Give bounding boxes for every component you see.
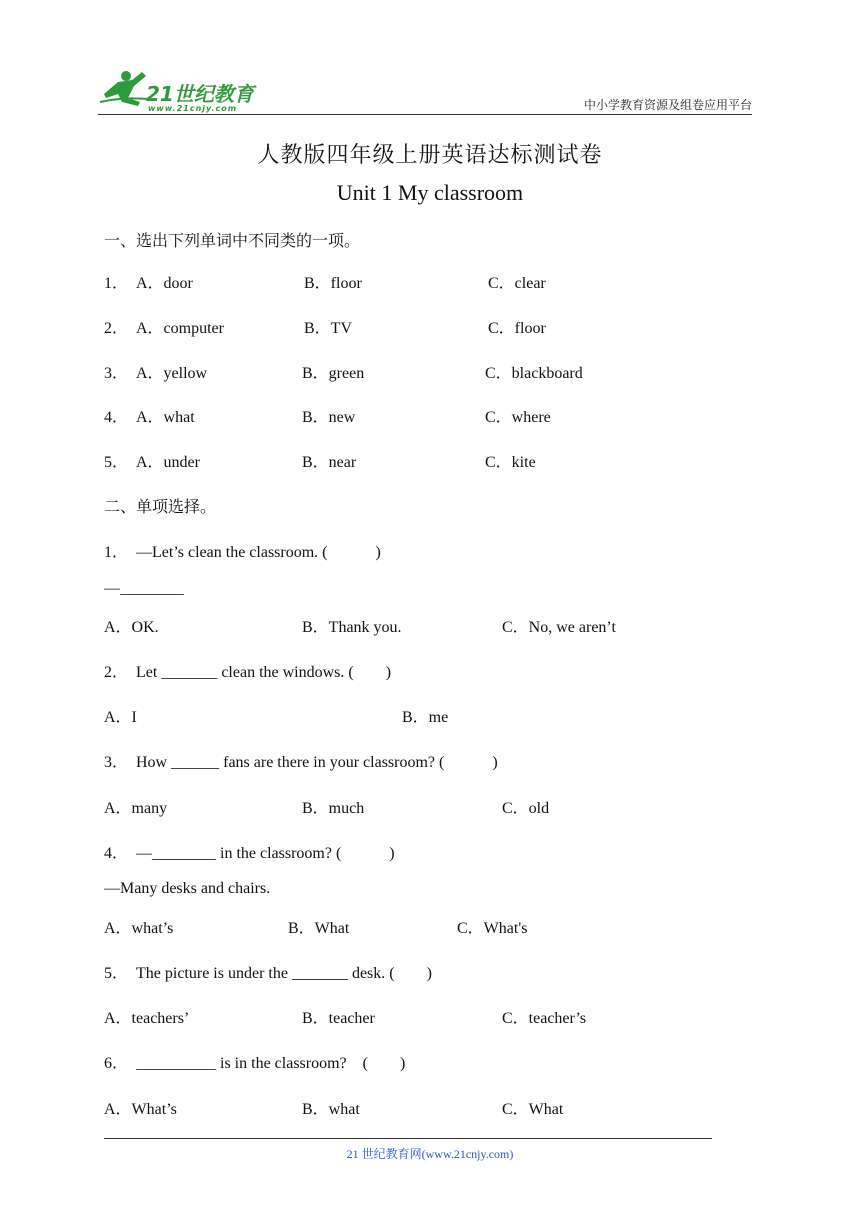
option-b: B．near [302,454,357,471]
option-c: C．clear [488,275,546,292]
option-b: B．much [302,800,365,817]
section2-heading: 二、单项选择。 [104,497,217,516]
page-subtitle: Unit 1 My classroom [336,180,524,205]
footer-divider [104,1138,712,1139]
item-number: 3． [104,365,129,382]
option-a: A．I [104,709,137,726]
question-number: 4． [104,845,129,862]
question-text: How ______ fans are there in your classroom? ( ) [136,754,498,771]
option-c: C．blackboard [485,365,583,382]
section1-heading: 一、选出下列单词中不同类的一项。 [104,231,361,250]
question-text: The picture is under the _______ desk. ( ) [136,965,432,982]
option-c: C．No, we aren’t [502,619,616,636]
question-number: 6． [104,1055,129,1072]
question-text: —Let’s clean the classroom. ( ) [136,544,381,561]
item-number: 5． [104,454,129,471]
header-platform-text: 中小学教育资源及组卷应用平台 [583,98,752,112]
option-b: B．me [402,709,449,726]
option-b: B．teacher [302,1010,375,1027]
option-b: B．TV [304,320,353,337]
option-b: B．green [302,365,365,382]
question-reply: —________ [104,580,184,597]
question-number: 5． [104,965,129,982]
option-c: C．floor [488,320,546,337]
question-reply: —Many desks and chairs. [104,880,271,897]
option-b: B．What [288,920,350,937]
footer-link[interactable]: 21 世纪教育网(www.21cnjy.com) [346,1147,514,1161]
option-c: C．where [485,409,551,426]
question-text: Let _______ clean the windows. ( ) [136,664,392,681]
option-a: A．door [136,275,193,292]
option-b: B．what [302,1101,360,1118]
option-c: C．teacher’s [502,1010,587,1027]
option-a: A．what [136,409,195,426]
option-b: B．Thank you. [302,619,402,636]
option-c: C．kite [485,454,536,471]
logo-url: www.21cnjy.com [148,104,238,113]
option-a: A．OK. [104,619,159,636]
option-c: C．old [502,800,550,817]
option-b: B．new [302,409,356,426]
item-number: 2． [104,320,129,337]
item-number: 4． [104,409,129,426]
option-a: A．teachers’ [104,1010,190,1027]
option-a: A．yellow [136,365,208,382]
logo-text: 21世纪教育 [146,82,254,106]
question-number: 3． [104,754,129,771]
option-c: C．What [502,1101,564,1118]
option-c: C．What's [457,920,528,937]
question-number: 2． [104,664,129,681]
option-a: A．many [104,800,168,817]
option-b: B．floor [304,275,362,292]
question-text: __________ is in the classroom? ( ) [136,1055,406,1072]
option-a: A．What’s [104,1101,177,1118]
option-a: A．under [136,454,200,471]
page-title: 人教版四年级上册英语达标测试卷 [257,143,603,168]
question-number: 1． [104,544,129,561]
option-a: A．what’s [104,920,174,937]
header-divider [98,114,752,115]
question-text: —________ in the classroom? ( ) [136,845,395,862]
item-number: 1． [104,275,129,292]
option-a: A．computer [136,320,224,337]
site-logo [96,68,266,114]
